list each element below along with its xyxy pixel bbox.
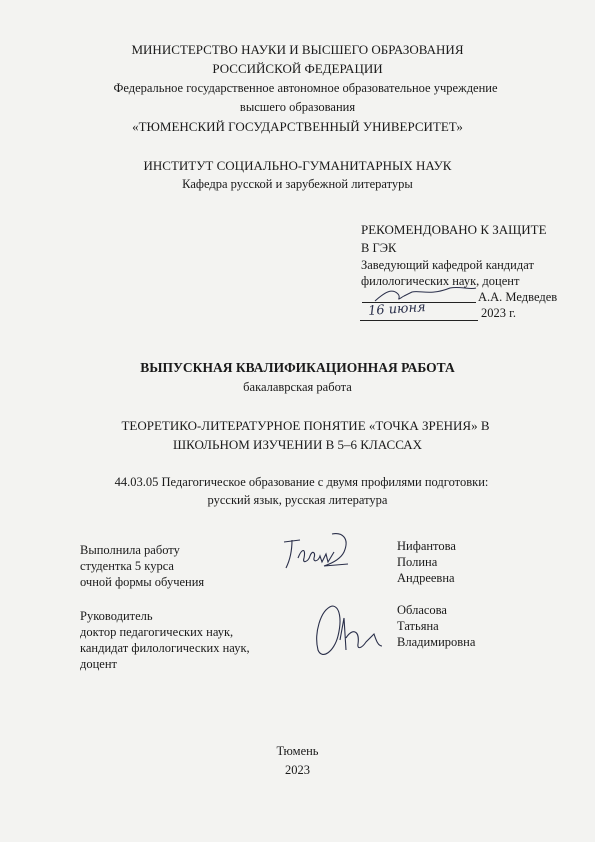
program-line-2: русский язык, русская литература [207,493,388,507]
approval-line-1: РЕКОМЕНДОВАНО К ЗАЩИТЕ [361,222,547,237]
department-name: Кафедра русской и зарубежной литературы [182,177,413,191]
institute-name: ИНСТИТУТ СОЦИАЛЬНО-ГУМАНИТАРНЫХ НАУК [143,158,452,173]
ministry-line-2: РОССИЙСКОЙ ФЕДЕРАЦИИ [212,61,383,76]
handwritten-date: 16 июня [367,300,427,319]
supervisor-label-1: Руководитель [80,609,153,623]
approval-line-4: филологических наук, доцент [361,274,520,288]
author-patronymic: Андреевна [397,571,455,585]
supervisor-surname: Обласова [397,603,447,617]
work-type: ВЫПУСКНАЯ КВАЛИФИКАЦИОННАЯ РАБОТА [140,360,455,375]
supervisor-signature-image [310,600,386,664]
work-subtype: бакалаврская работа [243,380,352,394]
author-label-3: очной формы обучения [80,575,205,589]
supervisor-patronymic: Владимировна [397,635,476,649]
author-name: Полина [397,555,438,569]
ministry-line-1: МИНИСТЕРСТВО НАУКИ И ВЫСШЕГО ОБРАЗОВАНИЯ [131,42,464,57]
work-title-line-1: ТЕОРЕТИКО-ЛИТЕРАТУРНОЕ ПОНЯТИЕ «ТОЧКА ЗРЕНИЯ» В [121,418,490,433]
program-line-1: 44.03.05 Педагогическое образование с двумя профилями подготовки: [114,475,489,489]
institution-line-1: Федеральное государственное автономное образовательное учреждение [113,81,498,95]
approval-year: 2023 г. [481,306,516,320]
author-signature-image [278,528,358,574]
work-title-line-2: ШКОЛЬНОМ ИЗУЧЕНИИ В 5–6 КЛАССАХ [172,437,423,452]
approval-line-2: В ГЭК [361,241,397,255]
author-label-2: студентка 5 курса [80,559,174,573]
approval-line-3: Заведующий кафедрой кандидат [361,258,534,272]
supervisor-label-2: доктор педагогических наук, [80,625,234,639]
footer-year: 2023 [285,763,310,777]
supervisor-label-4: доцент [80,657,117,671]
university-name: «ТЮМЕНСКИЙ ГОСУДАРСТВЕННЫЙ УНИВЕРСИТЕТ» [132,119,463,134]
supervisor-label-3: кандидат филологических наук, [80,641,250,655]
footer-city: Тюмень [276,744,319,758]
institution-line-2: высшего образования [239,100,356,114]
author-surname: Нифантова [397,539,456,553]
supervisor-name: Татьяна [397,619,439,633]
head-name: А.А. Медведев [478,290,558,304]
date-line [360,320,478,321]
author-label-1: Выполнила работу [80,543,180,557]
